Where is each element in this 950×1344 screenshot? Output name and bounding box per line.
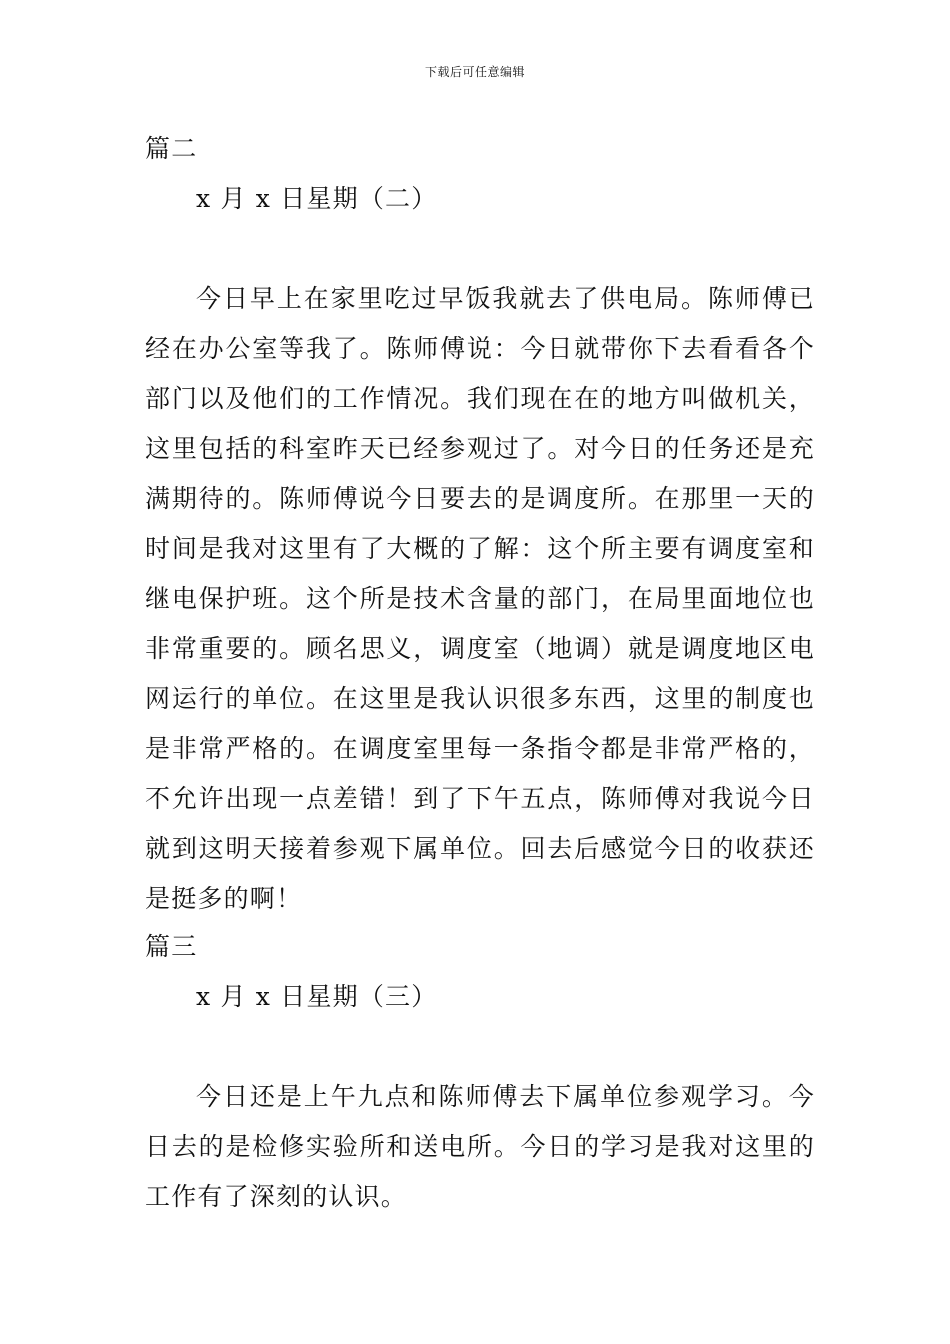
diary-paragraph: 今日还是上午九点和陈师傅去下属单位参观学习。今日去的是检修实验所和送电所。今日的学习是我对这里的工作有了深刻的认识。 bbox=[145, 1082, 815, 1211]
page-header-watermark: 下载后可任意编辑 bbox=[424, 65, 525, 79]
diary-paragraph: 今日早上在家里吃过早饭我就去了供电局。陈师傅已经在办公室等我了。陈师傅说：今日就带你下去看看各个部门以及他们的工作情况。我们现在在的地方叫做机关，这里包括的科室昨天已经参观过了。对今日的任务还是充满期待的。陈师傅说今日要去的是调度所。在那里一天的时间是我对这里有了大概的了解：这个所主要有调度室和继电保护班。这个所是技术含量的部门，在局里面地位也非常重要的。顾名思义，调度室（地调）就是调度地区电网运行的单位。在这里是我认识很多东西，这里的制度也是非常严格的。在调度室里每一条指令都是非常严格的，不允许出现一点差错！到了下午五点，陈师傅对我说今日就到这明天接着参观下属单位。回去后感觉今日的收获还是挺多的啊！ bbox=[145, 284, 815, 913]
diary-date: x 月 x 日星期（二） bbox=[196, 184, 438, 213]
section-heading: 篇三 bbox=[145, 932, 198, 961]
section-heading: 篇二 bbox=[145, 134, 198, 163]
diary-date: x 月 x 日星期（三） bbox=[196, 982, 438, 1011]
